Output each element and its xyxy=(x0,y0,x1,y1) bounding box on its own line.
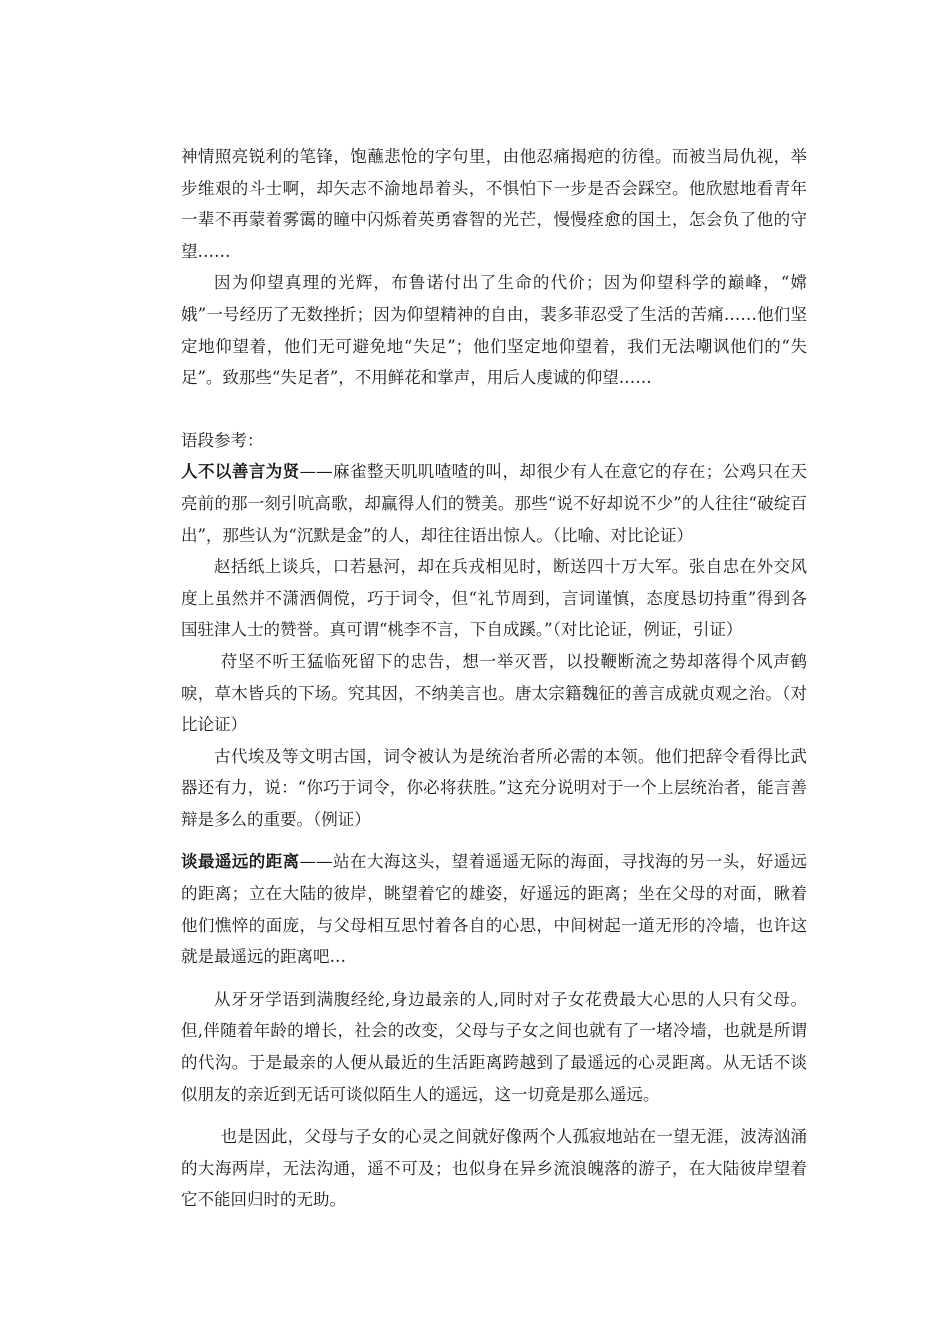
section-1-text: ——麻雀整天叽叽喳喳的叫，却很少有人在意它的存在；公鸡只在天亮前的那一刻引吭高歌，却赢得人们的赞美。那些“说不好却说不少”的人往往“破绽百出”，那些认为“沉默是金”的人，却往往语出惊人。（比喻、对比论证） xyxy=(181,462,808,545)
section-2-paragraph: 也是因此，父母与子女的心灵之间就好像两个人孤寂地站在一望无涯，波涛汹涌的大海两岸，无法沟通，遥不可及；也似身在异乡流浪魄落的游子，在大陆彼岸望着它不能回归时的无助。 xyxy=(181,1127,807,1210)
section-1-paragraph: 赵括纸上谈兵，口若悬河，却在兵戎相见时，断送四十万大军。张自忠在外交风度上虽然并不潇洒倜傥，巧于词令，但“礼节周到，言词谨慎，态度恳切持重”得到各国驻津人士的赞誉。真可谓“桃李不言，下自成蹊。”（对比论证，例证，引证） xyxy=(181,557,807,640)
section-1-paragraph: 古代埃及等文明古国，词令被认为是统治者所必需的本领。他们把辞令看得比武器还有力，说：“你巧于词令，你必将获胜。”这充分说明对于一个上层统治者，能言善辩是多么的重要。（例证） xyxy=(181,746,807,829)
section-1-lead xyxy=(181,456,807,551)
section-1-paragraph: 苻坚不听王猛临死留下的忠告，想一举灭晋，以投鞭断流之势却落得个风声鹤唳，草木皆兵的下场。究其因，不纳美言也。唐太宗籍魏征的善言成就贞观之治。（对比论证） xyxy=(181,651,807,735)
section-1-title: 人不以善言为贤 xyxy=(181,462,300,482)
intro-paragraph-2: 因为仰望真理的光辉，布鲁诺付出了生命的代价；因为仰望科学的巅峰，“嫦娥”一号经历了无数挫折；因为仰望精神的自由，裴多菲忍受了生活的苦痛……他们坚定地仰望着，他们无可避免地“失足”；他们坚定地仰望着，我们无法嘲讽他们的“失足”。致那些“失足者”，不用鲜花和掌声，用后人虔诚的仰望…… xyxy=(181,273,807,388)
intro-paragraph-1: 神情照亮锐利的笔锋，饱蘸悲怆的字句里，由他忍痛揭疤的彷徨。而被当局仇视，举步维艰的斗士啊，却矢志不渝地昂着头，不惧怕下一步是否会踩空。他欣慰地看青年一辈不再蒙着雾霭的瞳中闪烁着英勇睿智的光芒，慢慢痊愈的国土，怎会负了他的守望…… xyxy=(181,147,807,261)
section-2-text: ——站在大海这头，望着遥遥无际的海面，寻找海的另一头，好遥远的距离；立在大陆的彼岸，眺望着它的雄姿，好遥远的距离；坐在父母的对面，瞅着他们憔悴的面庞，与父母相互思忖着各自的心思，中间树起一道无形的冷墙，也许这就是最遥远的距离吧… xyxy=(181,852,808,967)
section-2-paragraph: 从牙牙学语到满腹经纶,身边最亲的人,同时对子女花费最大心思的人只有父母。但,伴随着年龄的增长，社会的改变，父母与子女之间也就有了一堵冷墙，也就是所谓的代沟。于是最亲的人便从最近的生活距离跨越到了最遥远的心灵距离。从无话不谈似朋友的亲近到无话可谈似陌生人的遥远，这一切竟是那么遥远。 xyxy=(181,989,807,1104)
document-page xyxy=(181,141,807,1216)
section-2-title: 谈最遥远的距离 xyxy=(181,852,300,872)
reference-label: 语段参考： xyxy=(181,430,264,450)
section-2-lead xyxy=(181,846,807,972)
